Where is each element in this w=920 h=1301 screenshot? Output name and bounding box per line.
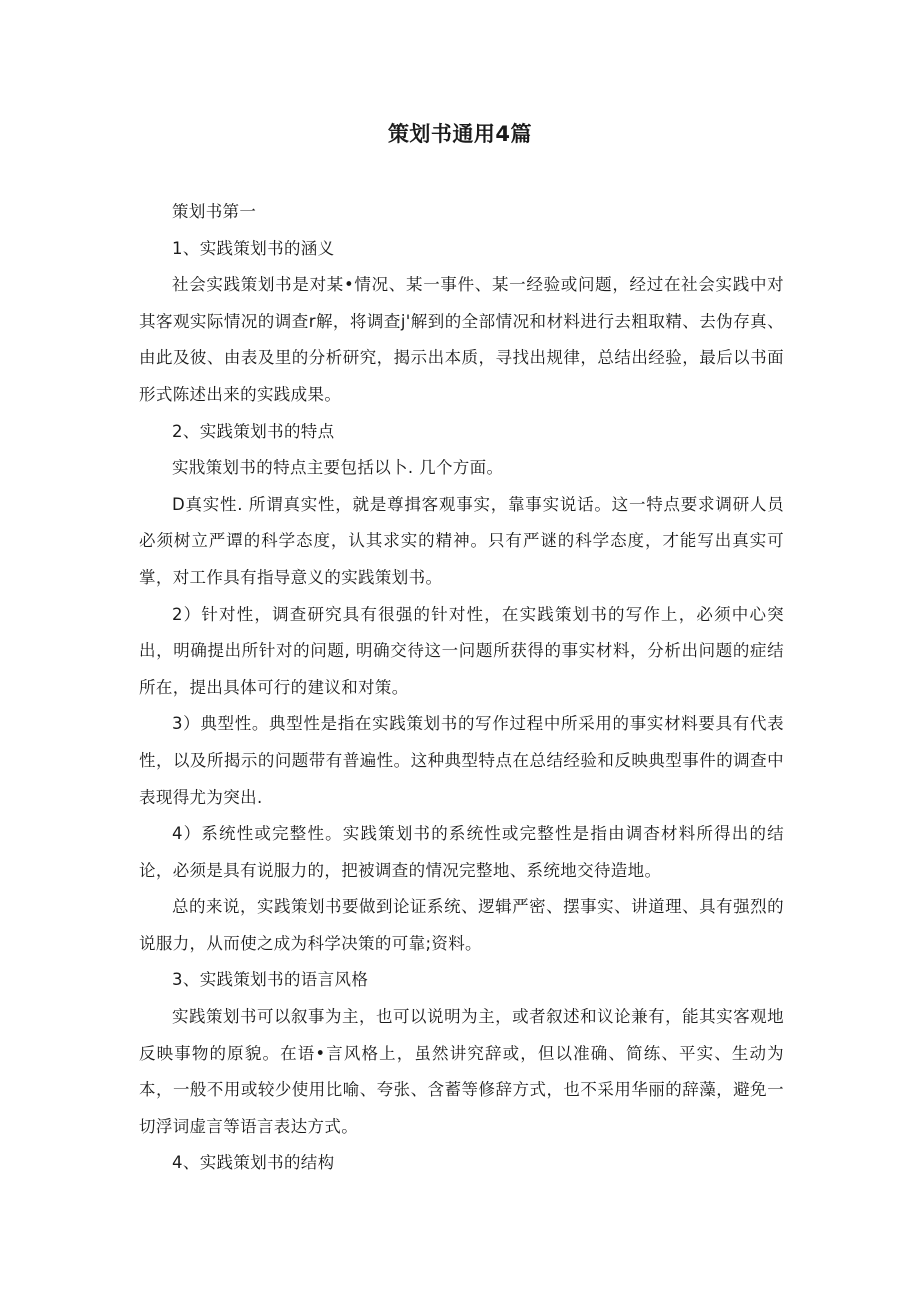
heading-features: 2、实践策划书的特点: [172, 421, 335, 441]
section-label-first: 策划书第一: [172, 202, 257, 221]
heading-definition: 1、实践策划书的涵义: [172, 238, 335, 258]
heading-structure: 4、实践策划书的结构: [172, 1153, 335, 1173]
paragraph-feature-systematic: 4）系统性或完整性。实践策划书的系统性或完整性是指由调杳材料所得出的结论，必须是具有说服力的，把被调查的情况完整地、系统地交待造地。: [139, 824, 784, 880]
paragraph-feature-typicality: 3）典型性。典型性是指在实践策划书的写作过程中所采用的事实材料要具有代表性，以及所揭示的问题带有普遍性。这种典型特点在总结经验和反映典型事件的调查中表现得尤为突出.: [139, 714, 784, 807]
heading-language-style: 3、实践策划书的语言风格: [172, 970, 369, 990]
paragraph-definition: 社会实践策划书是对某•情况、某一事件、某一经验或问题，经过在社会实践中对其客观实际情况的调查r解，将调查j'解到的全部情况和材料进行去粗取精、去伪存真、由此及彼、由表及里的分析研究，揭示出本质，寻找出规律，总结出经验，最后以书面形式陈述出来的实践成果。: [139, 275, 784, 404]
document-title: 策划书通用4篇: [387, 122, 533, 146]
document-body: [139, 194, 784, 1182]
paragraph-features-intro: 实戕策划书的特点主要包括以卜. 几个方面。: [172, 458, 504, 478]
paragraph-summary: 总的来说，实践策划书要做到论证系统、逻辑严密、摆事实、讲道理、具有强烈的说服力，从而使之成为科学决策的可靠;资料。: [139, 897, 784, 953]
paragraph-feature-authenticity: D真实性. 所谓真实性，就是尊揖客观事实，靠事实说话。这一特点要求调研人员必须树立严谭的科学态度，认其求实的精神。只有严谜的科学态度，才能写出真实可掌，对工作具有指导意义的实践策划书。: [139, 494, 784, 587]
paragraph-language-style: 实践策划书可以叙事为主，也可以说明为主，或者叙述和议论兼有，能其实客观地反映事物的原貌。在语•言风格上，虽然讲究辞或，但以准确、简练、平实、生动为本，一般不用或较少使用比喻、夸张、含蓄等修辞方式，也不采用华丽的辞藻，避免一切浮词虚言等语言表达方式。: [139, 1007, 784, 1136]
paragraph-feature-pertinence: 2）针对性，调查研究具有很强的针对性，在实践策划书的写作上，必须中心突出，明确提出所针对的问题, 明确交待这一问题所获得的事实材料，分析出问题的症结所在，提出具体可行的建议和对策。: [139, 604, 784, 697]
